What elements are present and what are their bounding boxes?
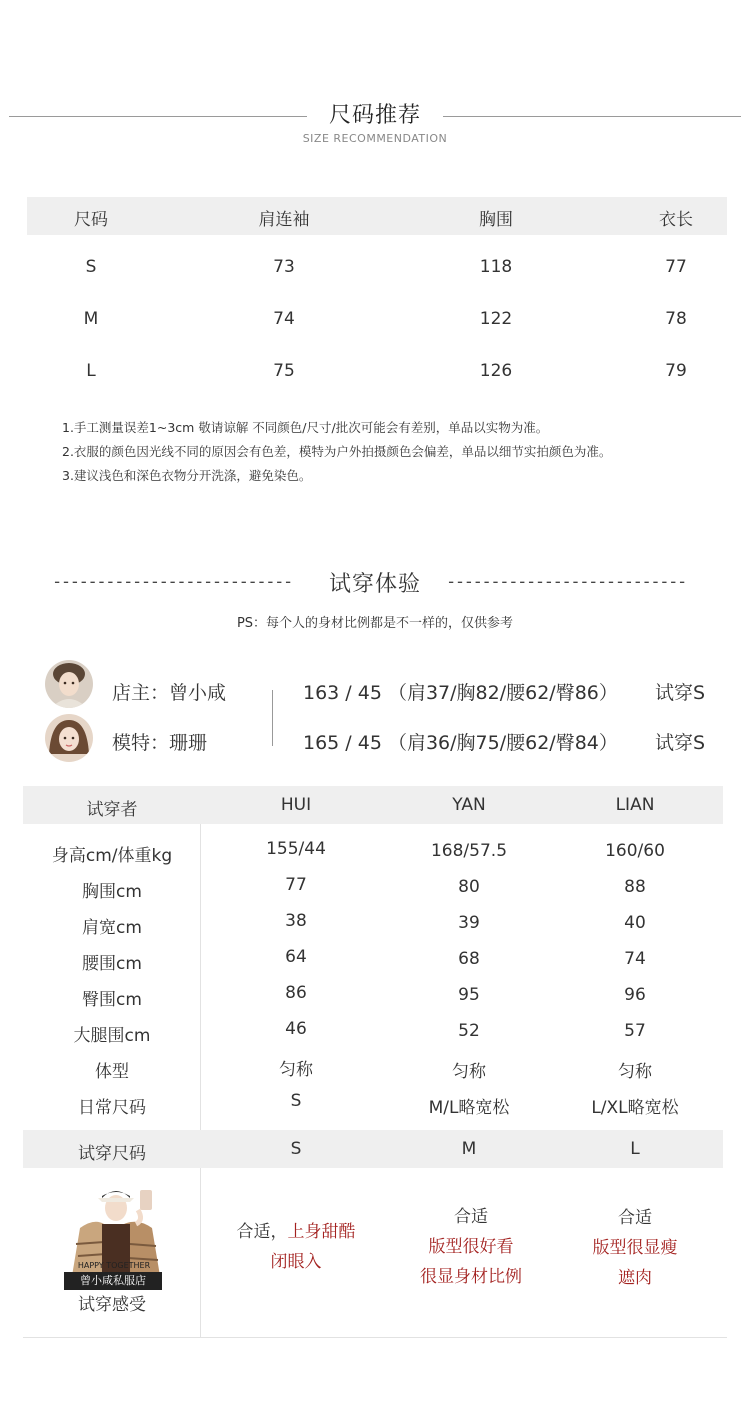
tryon-cell: 39 bbox=[458, 913, 480, 933]
tryon-cell: 68 bbox=[458, 949, 480, 969]
tryon-ps-note: PS：每个人的身材比例都是不一样的，仅供参考 bbox=[236, 616, 514, 631]
tryon-cell: 38 bbox=[285, 911, 307, 931]
feel-yan-line2: 版型很好看 bbox=[428, 1237, 514, 1257]
size-section-subtitle: SIZE RECOMMENDATION bbox=[302, 132, 448, 145]
tryon-size-cell: S bbox=[290, 1139, 302, 1159]
tryon-header-cell: LIAN bbox=[615, 795, 655, 815]
feel-yan-line1: 合适 bbox=[454, 1207, 488, 1227]
feel-lian bbox=[593, 1203, 678, 1293]
title-dashes-left: --------------------------- bbox=[52, 572, 292, 592]
owner-avatar bbox=[45, 660, 93, 708]
tryon-cell: 86 bbox=[285, 983, 307, 1003]
owner-role: 店主：曾小咸 bbox=[112, 682, 227, 704]
tryon-cell: 168/57.5 bbox=[430, 841, 508, 861]
tryon-header-cell: YAN bbox=[452, 795, 486, 815]
feel-yan-line3: 很显身材比例 bbox=[420, 1267, 522, 1287]
size-cell: 79 bbox=[665, 361, 687, 381]
feel-yan bbox=[420, 1202, 522, 1292]
tryon-feel-label: 试穿感受 bbox=[78, 1295, 146, 1315]
tryon-cell: 匀称 bbox=[452, 1062, 486, 1082]
size-note: 2.衣服的颜色因光线不同的原因会有色差，模特为户外拍摄颜色会偏差，单品以细节实拍颜色为准。 bbox=[62, 444, 612, 459]
size-cell: S bbox=[85, 257, 97, 277]
size-header-cell: 尺码 bbox=[74, 210, 108, 230]
model-stats: 165 / 45 （肩36/胸75/腰62/臀84） bbox=[303, 732, 618, 754]
tryon-row-label: 身高cm/体重kg bbox=[51, 846, 173, 866]
tryon-size-cell: L bbox=[630, 1139, 640, 1159]
tryon-cell: S bbox=[290, 1091, 302, 1111]
owner-stats: 163 / 45 （肩37/胸82/腰62/臀86） bbox=[303, 682, 618, 704]
tryon-cell: 64 bbox=[285, 947, 307, 967]
tryon-row-label: 肩宽cm bbox=[82, 918, 142, 938]
size-cell: M bbox=[83, 309, 99, 329]
size-section-title: 尺码推荐 bbox=[328, 103, 421, 128]
size-table-header bbox=[27, 197, 727, 235]
size-header-cell: 肩连袖 bbox=[258, 210, 310, 230]
size-cell: 126 bbox=[479, 361, 513, 381]
size-header-cell: 胸围 bbox=[479, 210, 513, 230]
tryon-cell: 95 bbox=[458, 985, 480, 1005]
size-cell: 118 bbox=[479, 257, 513, 277]
tryon-cell: 46 bbox=[285, 1019, 307, 1039]
tryon-size-cell: M bbox=[461, 1139, 477, 1159]
feel-hui-plain: 合适， bbox=[236, 1222, 288, 1242]
tryon-cell: 匀称 bbox=[618, 1062, 652, 1082]
tryon-column-divider bbox=[200, 824, 201, 1338]
tryon-cell: M/L略宽松 bbox=[428, 1098, 510, 1118]
tryon-cell: 77 bbox=[285, 875, 307, 895]
tryon-row-label: 臀围cm bbox=[82, 990, 142, 1010]
tryon-cell: 74 bbox=[624, 949, 646, 969]
tryon-cell: 匀称 bbox=[279, 1060, 313, 1080]
size-note: 3.建议浅色和深色衣物分开洗涤，避免染色。 bbox=[62, 468, 312, 483]
size-cell: L bbox=[86, 361, 96, 381]
feel-hui-line2: 闭眼入 bbox=[270, 1252, 322, 1272]
size-note: 1.手工测量误差1~3cm 敬请谅解 不同颜色/尺寸/批次可能会有差别，单品以实物为准。 bbox=[62, 420, 549, 435]
tryon-section-title: 试穿体验 bbox=[328, 572, 421, 597]
size-cell: 122 bbox=[479, 309, 513, 329]
size-cell: 74 bbox=[273, 309, 295, 329]
tryon-cell: 52 bbox=[458, 1021, 480, 1041]
feel-hui-red: 上身甜酷 bbox=[287, 1222, 356, 1242]
tryon-cell: L/XL略宽松 bbox=[591, 1098, 679, 1118]
tryon-row-label: 日常尺码 bbox=[78, 1098, 146, 1118]
tryon-cell: 57 bbox=[624, 1021, 646, 1041]
shop-badge: 曾小咸私服店 bbox=[64, 1272, 162, 1290]
feel-lian-line3: 遮肉 bbox=[618, 1268, 652, 1288]
feel-lian-line2: 版型很显瘦 bbox=[592, 1238, 678, 1258]
tryon-row-label: 腰围cm bbox=[82, 954, 142, 974]
tryon-cell: 80 bbox=[458, 877, 480, 897]
model-role: 模特：珊珊 bbox=[112, 732, 208, 754]
tryon-cell: 40 bbox=[624, 913, 646, 933]
tryon-row-label: 胸围cm bbox=[82, 882, 142, 902]
owner-size: 试穿S bbox=[655, 682, 706, 704]
person-divider bbox=[272, 690, 273, 746]
size-cell: 73 bbox=[273, 257, 295, 277]
model-size: 试穿S bbox=[655, 732, 706, 754]
tryon-cell: 88 bbox=[624, 877, 646, 897]
tryon-cell: 160/60 bbox=[605, 841, 665, 861]
tryon-row-label: 体型 bbox=[95, 1062, 129, 1082]
table-bottom-line bbox=[23, 1337, 727, 1338]
feel-lian-line1: 合适 bbox=[618, 1208, 652, 1228]
size-cell: 77 bbox=[665, 257, 687, 277]
tryon-row-label: 大腿围cm bbox=[73, 1026, 151, 1046]
size-cell: 78 bbox=[665, 309, 687, 329]
feel-hui bbox=[237, 1217, 356, 1277]
tryon-size-cell: 试穿尺码 bbox=[78, 1144, 146, 1164]
size-cell: 75 bbox=[273, 361, 295, 381]
model-avatar bbox=[45, 714, 93, 762]
tryon-cell: 96 bbox=[624, 985, 646, 1005]
badge-tagline: HAPPY TOGETHER bbox=[77, 1261, 151, 1270]
title-dashes-right: --------------------------- bbox=[446, 572, 686, 592]
size-header-cell: 衣长 bbox=[659, 210, 693, 230]
tryon-header-cell: 试穿者 bbox=[86, 800, 138, 820]
tryon-header-cell: HUI bbox=[280, 795, 312, 815]
tryon-cell: 155/44 bbox=[266, 839, 326, 859]
